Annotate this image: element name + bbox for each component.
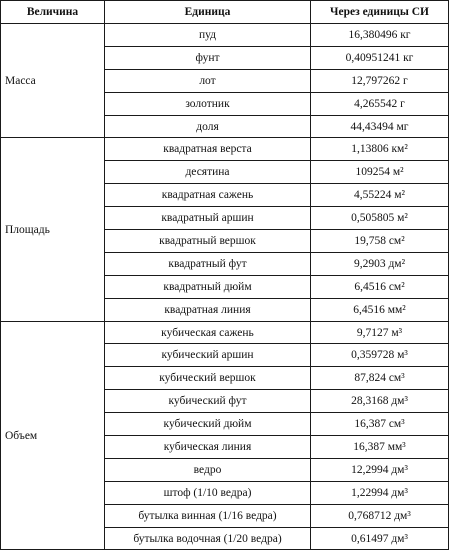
unit-cell: кубический фут [105, 390, 311, 413]
si-value-cell: 12,797262 г [311, 69, 449, 92]
unit-cell: десятина [105, 161, 311, 184]
unit-cell: кубическая сажень [105, 321, 311, 344]
si-value-cell: 0,768712 дм³ [311, 504, 449, 527]
unit-cell: квадратная линия [105, 298, 311, 321]
si-value-cell: 1,13806 км² [311, 138, 449, 161]
si-value-cell: 0,61497 дм³ [311, 527, 449, 550]
table-row [1, 321, 449, 344]
si-value-cell: 109254 м² [311, 161, 449, 184]
unit-cell: доля [105, 115, 311, 138]
unit-cell: квадратный аршин [105, 207, 311, 230]
unit-cell: фунт [105, 46, 311, 69]
unit-cell: кубический вершок [105, 367, 311, 390]
si-value-cell: 12,2994 дм³ [311, 458, 449, 481]
unit-cell: бутылка водочная (1/20 ведра) [105, 527, 311, 550]
si-value-cell: 16,387 мм³ [311, 436, 449, 459]
si-value-cell: 19,758 см² [311, 230, 449, 253]
unit-cell: бутылка винная (1/16 ведра) [105, 504, 311, 527]
header-quantity: Величина [1, 1, 105, 24]
unit-cell: ведро [105, 458, 311, 481]
table-row [1, 24, 449, 47]
si-value-cell: 0,40951241 кг [311, 46, 449, 69]
si-value-cell: 9,7127 м³ [311, 321, 449, 344]
unit-cell: кубический аршин [105, 344, 311, 367]
si-value-cell: 1,22994 дм³ [311, 481, 449, 504]
table-body [1, 24, 449, 550]
header-si: Через единицы СИ [311, 1, 449, 24]
si-value-cell: 0,359728 м³ [311, 344, 449, 367]
si-value-cell: 44,43494 мг [311, 115, 449, 138]
si-value-cell: 4,55224 м² [311, 184, 449, 207]
si-value-cell: 4,265542 г [311, 92, 449, 115]
si-value-cell: 16,387 см³ [311, 413, 449, 436]
header-row [1, 1, 449, 24]
table-row [1, 138, 449, 161]
unit-cell: квадратный фут [105, 252, 311, 275]
si-value-cell: 28,3168 дм³ [311, 390, 449, 413]
si-value-cell: 0,505805 м² [311, 207, 449, 230]
si-value-cell: 9,2903 дм² [311, 252, 449, 275]
unit-cell: лот [105, 69, 311, 92]
unit-cell: кубическая линия [105, 436, 311, 459]
si-value-cell: 6,4516 мм² [311, 298, 449, 321]
unit-cell: штоф (1/10 ведра) [105, 481, 311, 504]
quantity-group-label: Объем [1, 321, 105, 550]
si-value-cell: 87,824 см³ [311, 367, 449, 390]
unit-cell: квадратный дюйм [105, 275, 311, 298]
unit-cell: квадратная сажень [105, 184, 311, 207]
quantity-group-label: Масса [1, 24, 105, 138]
unit-cell: золотник [105, 92, 311, 115]
unit-cell: пуд [105, 24, 311, 47]
unit-cell: квадратный вершок [105, 230, 311, 253]
quantity-group-label: Площадь [1, 138, 105, 321]
unit-cell: квадратная верста [105, 138, 311, 161]
si-value-cell: 16,380496 кг [311, 24, 449, 47]
unit-cell: кубический дюйм [105, 413, 311, 436]
header-unit: Единица [105, 1, 311, 24]
si-value-cell: 6,4516 см² [311, 275, 449, 298]
